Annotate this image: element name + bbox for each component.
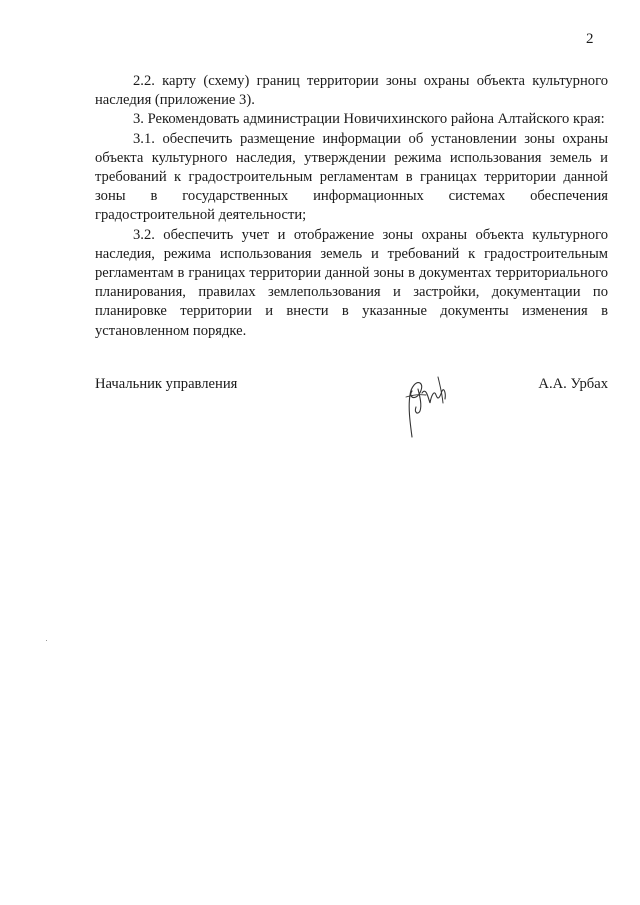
document-body xyxy=(95,72,608,341)
paragraph-3-2: 3.2. обеспечить учет и отображение зоны охраны объекта культурного наследия, режима использования земель и требований к градостроительным регламентам в границах территории данной зоны в документах территориального планирования, правилах землепользования и застройки, документации по планировке территории и внести в указанные документы изменения в установленном порядке. xyxy=(95,226,608,339)
signature-block xyxy=(95,375,608,455)
handwritten-signature xyxy=(398,367,458,439)
paragraph-2-2: 2.2. карту (схему) границ территории зоны охраны объекта культурного наследия (приложение 3). xyxy=(95,73,608,109)
paragraph-3-1: 3.1. обеспечить размещение информации об установлении зоны охраны объекта культурного наследия, утверждении режима использования земель и требований к градостроительным регламентам в границах территории данной зоны в государственных информационных системах обеспечения градостроительной деятельности; xyxy=(95,130,608,224)
signer-title: Начальник управления xyxy=(95,376,238,392)
paragraph-3: 3. Рекомендовать администрации Новичихинского района Алтайского края: xyxy=(133,111,605,128)
scan-speck xyxy=(46,640,47,641)
page-number: 2 xyxy=(586,31,594,47)
signer-name: А.А. Урбах xyxy=(538,376,608,392)
